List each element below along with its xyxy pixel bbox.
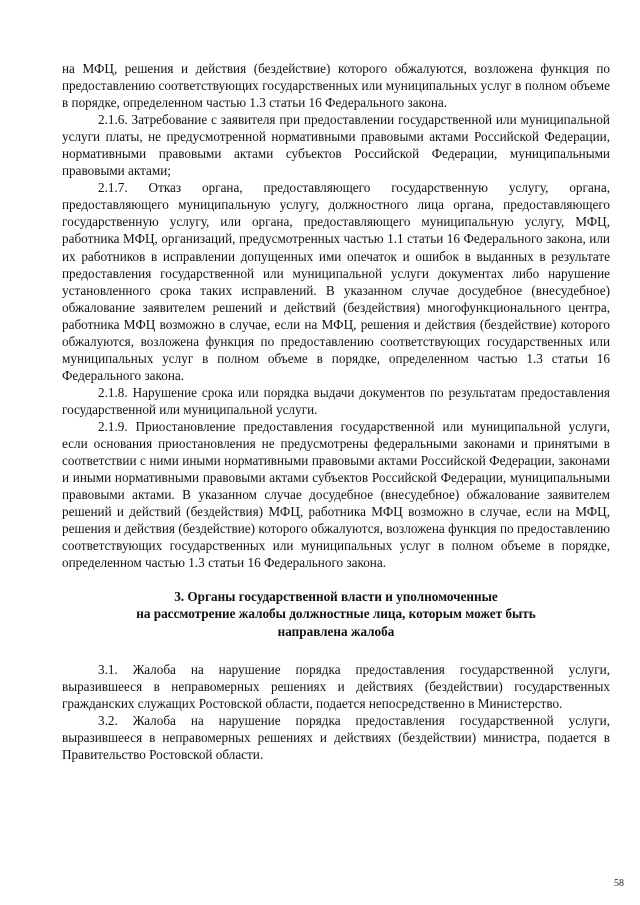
document-page: [62, 60, 610, 763]
paragraph-continuation: на МФЦ, решения и действия (бездействие) которого обжалуются, возложена функция по предоставлению соответствующих государственных или муниципальных услуг в полном объеме в порядке, определенном частью 1.3 статьи 16 Федерального закона.: [62, 61, 610, 111]
paragraph-2-1-6: 2.1.6. Затребование с заявителя при предоставлении государственной или муниципальной услуги платы, не предусмотренной нормативными правовыми актами Российской Федерации, нормативными правовыми актами субъектов Российской Федерации, муниципальными правовыми актами;: [62, 112, 610, 179]
paragraph-2-1-9: 2.1.9. Приостановление предоставления государственной или муниципальной услуги, если основания приостановления не предусмотрены федеральными законами и принятыми в соответствии с ними иными нормативными правовыми актами Российской Федерации, законами и иными нормативными правовыми актами субъектов Российской Федерации, муниципальными правовыми актами. В указанном случае досудебное (внесудебное) обжалование заявителем решений и действий (бездействия) МФЦ, работника МФЦ возможно в случае, если на МФЦ, решения и действия (бездействие) которого обжалуются, возложена функция по предоставлению соответствующих государственных или муниципальных услуг в полном объеме в порядке, определенном частью 1.3 статьи 16 Федерального закона.: [62, 418, 610, 571]
spacer: [62, 571, 610, 588]
spacer: [62, 640, 610, 661]
paragraph-3-1: 3.1. Жалоба на нарушение порядка предоставления государственной услуги, выразившееся в неправомерных решениях и действиях (бездействии) государственных гражданских служащих Ростовской области, подается непосредственно в Министерство.: [62, 661, 610, 711]
section-heading-line-3: направлена жалоба: [277, 623, 395, 639]
paragraph-2-1-8: 2.1.8. Нарушение срока или порядка выдачи документов по результатам предоставления государственной или муниципальной услуги.: [62, 384, 610, 417]
section-heading-line-2: на рассмотрение жалобы должностные лица, которым может быть: [136, 606, 536, 622]
paragraph-3-2: 3.2. Жалоба на нарушение порядка предоставления государственной услуги, выразившееся в неправомерных решениях и действиях (бездействии) министра, подается в Правительство Ростовской области.: [62, 712, 610, 762]
page-number: 58: [614, 878, 624, 889]
paragraph-2-1-7: 2.1.7. Отказ органа, предоставляющего государственную услугу, органа, предоставляющего муниципальную услугу, должностного лица органа, предоставляющего государственную услугу, или органа, предоставляющего муниципальную услугу, МФЦ, работника МФЦ, организаций, предусмотренных частью 1.1 статьи 16 Федерального закона, или их работников в исправлении допущенных ими опечаток и ошибок в выданных в результате предоставления государственной или муниципальной услуги документах либо нарушение установленного срока таких исправлений. В указанном случае досудебное (внесудебное) обжалование заявителем решений и действий (бездействия) многофункционального центра, работника МФЦ возможно в случае, если на МФЦ, решения и действия (бездействие) которого обжалуются, возложена функция по предоставлению соответствующих государственных или муниципальных услуг в полном объеме в порядке, определенном частью 1.3 статьи 16 Федерального закона.: [62, 180, 610, 383]
section-heading-line-1: 3. Органы государственной власти и уполномоченные: [174, 589, 498, 605]
